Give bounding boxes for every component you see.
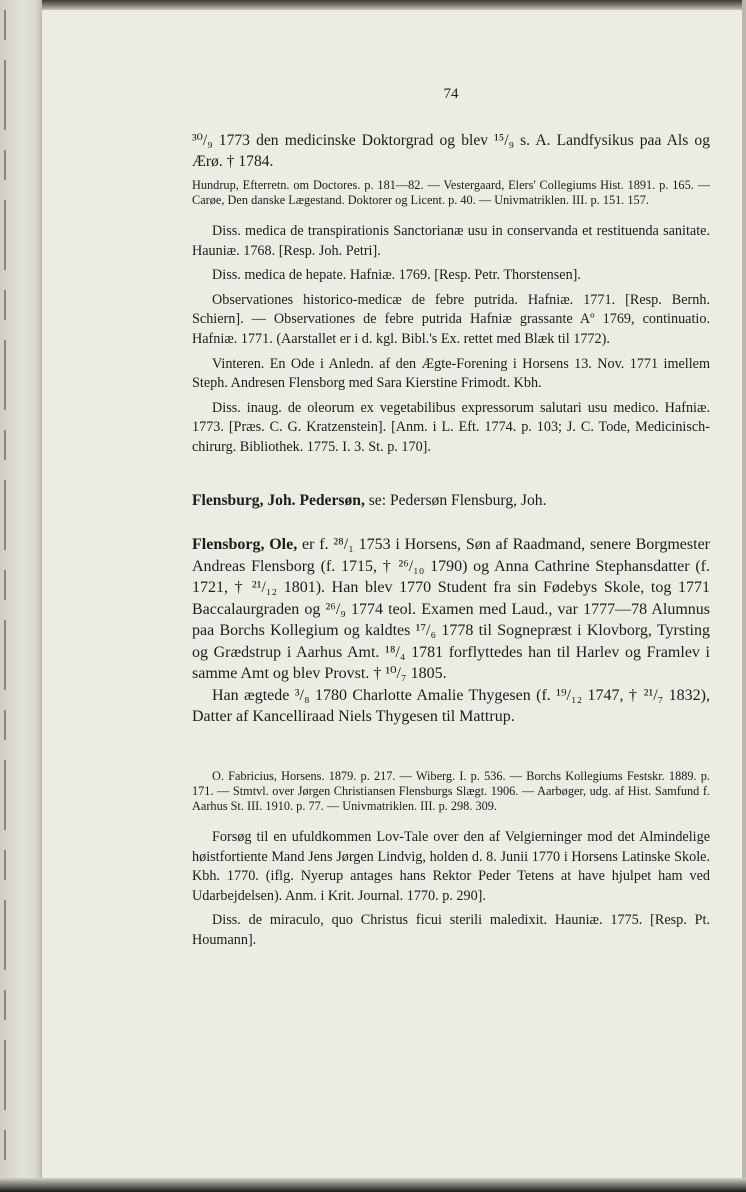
ole-bio (192, 534, 710, 685)
ole-bio-text: er f. ²⁸/₁ 1753 i Horsens, Søn af Raadmand, senere Borgmester Andreas Flensborg (f. 1715, † ²⁶/₁₀ 1790) og Anna Cathrine Stephansdatter (f. 1721, † ²¹/₁₂ 1801). Han blev 1770 Student fra sin Fødebys Skole, tog 1771 Baccalaurgraden og ²⁶/₉ 1774 teol. Examen med Laud., var 1777—78 Alumnus paa Borchs Kollegium og kaldtes ¹⁷/₆ 1778 til Sognepræst i Klovborg, Tyrsting og Grædstrup i Aarhus Amt. ¹⁸/₄ 1781 forflyttedes han til Harlev og Framlev i samme Amt og blev Provst. † ¹⁰/₇ 1805. (192, 536, 710, 682)
work-item: Diss. inaug. de oleorum ex vegetabilibus expressorum salutari usu medico. Hafniæ. 1773. [Præs. C. G. Kratzenstein]. [Anm. i L. Eft. 1774. p. 103; J. C. Tode, Medicinisch-chirurg. Bibliothek. 1775. I. 3. St. p. 170]. (192, 399, 710, 455)
cross-ref-text: se: Pedersøn Flensburg, Joh. (364, 492, 547, 509)
sources-text: Hundrup, Efterretn. om Doctores. p. 181—82. — Vestergaard, Elers' Collegiums Hist. 1891. p. 165. — Carøe, Den danske Lægestand. Doktorer og Licent. p. 40. — Univmatriklen. III. p. 151. 157. (192, 178, 710, 207)
entry-intro-text: ³⁰/₉ 1773 den medicinske Doktorgrad og blev ¹⁵/₉ s. A. Landfysikus paa Als og Ærø. † 1784. (192, 132, 710, 171)
work-item: Diss. medica de hepate. Hafniæ. 1769. [Resp. Petr. Thorstensen]. (212, 267, 581, 284)
cross-ref-name: Flensburg, Joh. Pedersøn, (192, 492, 365, 509)
entry-ole (192, 534, 710, 728)
page-left-margin (0, 0, 42, 1192)
entry-intro (192, 130, 710, 172)
ole-name: Flensborg, Ole, (192, 536, 298, 553)
work-item: Forsøg til en ufuldkommen Lov-Tale over den af Velgierninger mod det Almindelige høistfortiente Mand Jens Jørgen Lindvig, holden d. 8. Junii 1770 i Horsens Latinske Skole. Kbh. 1770. (iflg. Nyerup antages hans Rektor Peder Tetens at have hjulpet ham ved Udarbejdelsen). Anm. i Krit. Journal. 1770. p. 290]. (192, 829, 710, 904)
cross-reference (192, 490, 710, 511)
entry-sources (192, 178, 710, 208)
ole-sources (192, 769, 710, 813)
work-item: Diss. medica de transpirationis Sanctorianæ usu in conservanda et restituenda sanitate. Hauniæ. 1768. [Resp. Joh. Petri]. (192, 223, 710, 259)
works-list (192, 222, 710, 458)
page-right-edge (742, 0, 746, 1192)
page-number: 74 (443, 86, 459, 102)
binding-rule (4, 10, 6, 1180)
work-item: Observationes historico-medicæ de febre putrida. Hafniæ. 1771. [Resp. Bernh. Schiern]. — Observationes de febre putrida Hafniæ grassante Aº 1769, continuatio. Hafniæ. 1771. (Aarstallet er i d. kgl. Bibl.'s Ex. rettet med Blæk til 1772). (192, 291, 710, 347)
ole-works-list (192, 828, 710, 951)
page-top-edge (0, 0, 746, 10)
work-item: Diss. de miraculo, quo Christus ficui sterili maledixit. Hauniæ. 1775. [Resp. Pt. Houmann]. (192, 912, 710, 948)
page-bottom-edge (0, 1178, 746, 1192)
ole-marriage: Han ægtede ³/₈ 1780 Charlotte Amalie Thygesen (f. ¹⁹/₁₂ 1747, † ²¹/₇ 1832), Datter af Kancelliraad Niels Thygesen til Mattrup. (192, 686, 710, 725)
work-item: Vinteren. En Ode i Anledn. af den Ægte-Forening i Horsens 13. Nov. 1771 imellem Steph. Andresen Flensborg med Sara Kierstine Frimodt. Kbh. (192, 355, 710, 392)
ole-sources-text: O. Fabricius, Horsens. 1879. p. 217. — Wiberg. I. p. 536. — Borchs Kollegiums Festskr. 1889. p. 171. — Stmtvl. over Jørgen Christiansen Flensburgs Slægt. 1906. — Aarbøger, udg. af Hist. Samfund f. Aarhus St. III. 1910. p. 77. — Univmatriklen. III. p. 298. 309. (192, 769, 710, 813)
